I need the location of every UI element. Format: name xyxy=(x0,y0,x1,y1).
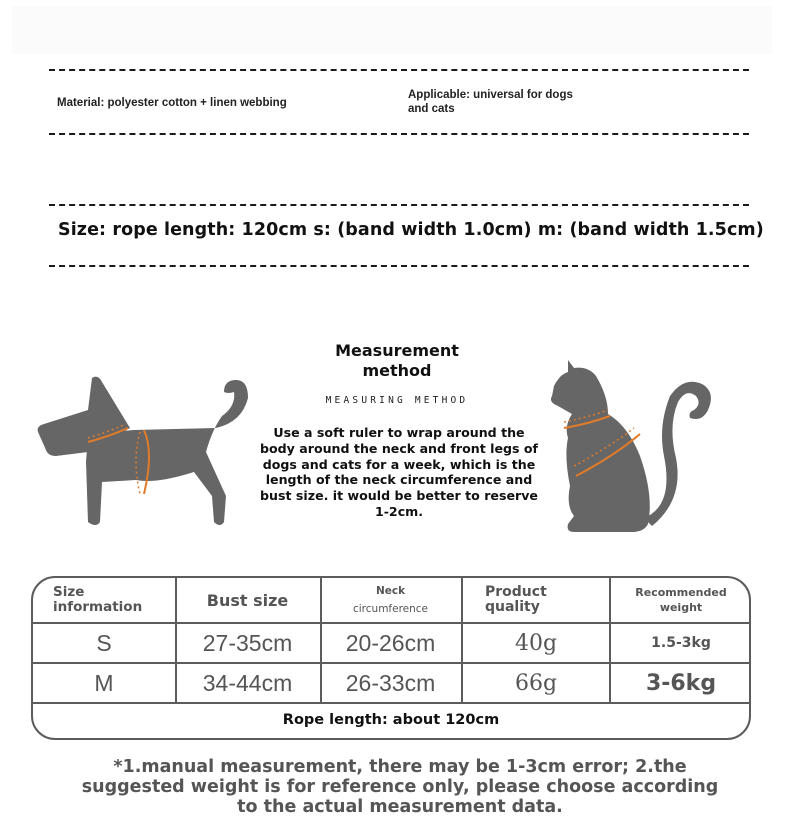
row-m-size: M xyxy=(94,669,114,696)
row-m-bust: 34-44cm xyxy=(202,669,293,696)
applicable-spec xyxy=(408,88,573,116)
divider-dashed xyxy=(49,133,749,135)
row-m-weight: 3-6kg xyxy=(645,670,717,696)
material-spec: Material: polyester cotton + linen webbing xyxy=(57,97,287,109)
applicable-line-1: Applicable: universal for dogs xyxy=(408,89,573,101)
divider-dashed xyxy=(49,265,749,267)
applicable-line-2: and cats xyxy=(408,103,455,115)
divider-dashed xyxy=(49,69,749,71)
header-size-info: Size information xyxy=(53,584,143,615)
top-band xyxy=(12,6,772,54)
header-neck: Neck circumference xyxy=(352,585,429,615)
dog-silhouette-icon xyxy=(36,372,256,532)
method-subtitle: MEASURING METHOD xyxy=(325,395,469,406)
method-title xyxy=(282,341,512,381)
method-title-line-2: method xyxy=(362,361,432,380)
row-s-quality: 40g xyxy=(514,630,558,656)
row-m-neck: 26-33cm xyxy=(345,669,436,696)
header-product-quality: Product quality xyxy=(485,584,547,615)
footnote: *1.manual measurement, there may be 1-3cm error; 2.the suggested weight is for reference only, please choose according to the actual measurement data. xyxy=(81,757,719,817)
row-s-weight: 1.5-3kg xyxy=(651,635,711,651)
size-spec: Size: rope length: 120cm s: (band width 1.0cm) m: (band width 1.5cm) xyxy=(58,220,764,240)
method-title-line-1: Measurement xyxy=(335,341,459,360)
table-row-divider xyxy=(33,702,749,704)
header-recommended-weight: Recommended weight xyxy=(635,586,727,614)
row-m-quality: 66g xyxy=(514,670,558,696)
divider-dashed xyxy=(49,204,749,206)
header-bust-size: Bust size xyxy=(206,590,289,610)
cat-silhouette-icon xyxy=(544,356,724,536)
size-table xyxy=(31,576,751,740)
row-s-bust: 27-35cm xyxy=(202,629,293,656)
rope-length-note: Rope length: about 120cm xyxy=(282,712,500,728)
row-s-size: S xyxy=(96,629,112,656)
method-description: Use a soft ruler to wrap around the body around the neck and front legs of dogs and cats for a week, which is the length of the neck circumference and bust size. it would be better to reserve 1-2cm. xyxy=(259,425,539,519)
row-s-neck: 20-26cm xyxy=(345,629,436,656)
